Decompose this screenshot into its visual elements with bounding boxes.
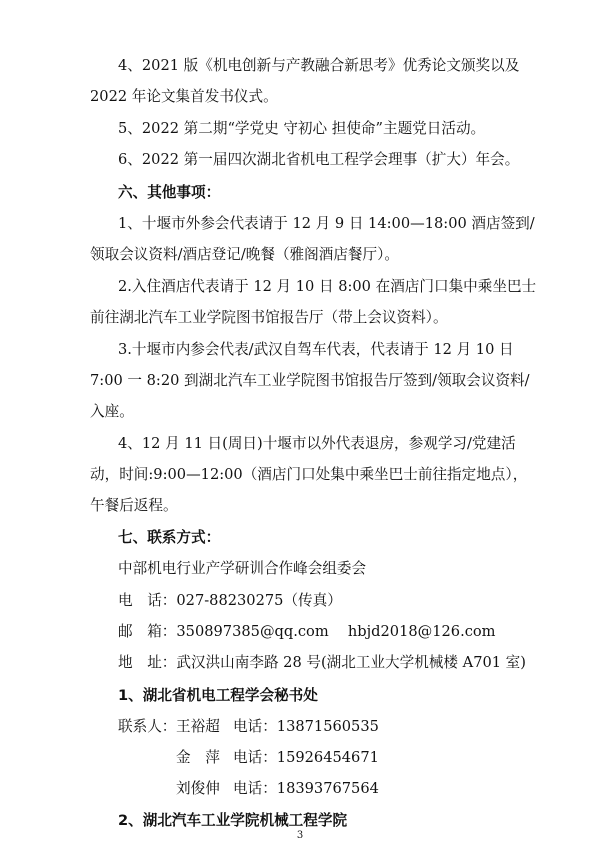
contact-email: 邮 箱：350897385@qq.com hbjd2018@126.com (118, 623, 496, 640)
contact-phone: 电 话：027-88230275（传真） (118, 592, 342, 609)
contact-person-name: 王裕超 (176, 718, 220, 735)
other-item-4-line3: 午餐后返程。 (90, 497, 178, 514)
subsection-2-heading: 2、湖北汽车工业学院机械工程学院 (118, 812, 348, 829)
other-item-3-line1: 3.十堰市内参会代表/武汉自驾车代表，代表请于 12 月 10 日 (118, 341, 514, 358)
other-item-4-line1: 4、12 月 11 日(周日)十堰市以外代表退房，参观学习/党建活 (118, 435, 516, 452)
agenda-item-6: 6、2022 第一届四次湖北省机电工程学会理事（扩大）年会。 (118, 151, 520, 168)
other-item-3-line2: 7:00 一 8:20 到湖北汽车工业学院图书馆报告厅签到/领取会议资料/ (90, 372, 530, 389)
agenda-item-5: 5、2022 第二期“学党史 守初心 担使命”主题党日活动。 (118, 120, 486, 137)
other-item-1-line2: 领取会议资料/酒店登记/晚餐（雅阁酒店餐厅）。 (90, 246, 400, 263)
other-item-3-line3: 入座。 (90, 403, 134, 420)
contact-address: 地 址：武汉洪山南李路 28 号(湖北工业大学机械楼 A701 室) (118, 654, 526, 671)
organizer-name: 中部机电行业产学研训合作峰会组委会 (118, 560, 367, 577)
contact-person-name: 刘俊伸 (176, 780, 220, 797)
other-item-4-line2: 动，时间:9:00—12:00（酒店门口处集中乘坐巴士前往指定地点）， (90, 466, 528, 483)
other-item-2-line1: 2.入住酒店代表请于 12 月 10 日 8:00 在酒店门口集中乘坐巴士 (118, 278, 537, 295)
subsection-1-heading: 1、湖北省机电工程学会秘书处 (118, 687, 318, 704)
contacts-label: 联系人： (118, 718, 177, 735)
other-item-1-line1: 1、十堰市外参会代表请于 12 月 9 日 14:00—18:00 酒店签到/ (118, 215, 535, 232)
contact-person-name: 金 萍 (176, 749, 220, 766)
section-7-heading: 七、联系方式： (118, 529, 221, 546)
agenda-item-4-line1: 4、2021 版《机电创新与产教融合新思考》优秀论文颁奖以及 (118, 57, 520, 74)
contact-person-phone: 电话：15926454671 (233, 749, 379, 766)
contact-person-phone: 电话：13871560535 (233, 718, 379, 735)
agenda-item-4-line2: 2022 年论文集首发书仪式。 (90, 88, 278, 105)
other-item-2-line2: 前往湖北汽车工业学院图书馆报告厅（带上会议资料）。 (90, 309, 448, 326)
page-number: 3 (296, 830, 304, 841)
contact-person-phone: 电话：18393767564 (233, 780, 379, 797)
section-6-heading: 六、其他事项： (118, 184, 221, 201)
